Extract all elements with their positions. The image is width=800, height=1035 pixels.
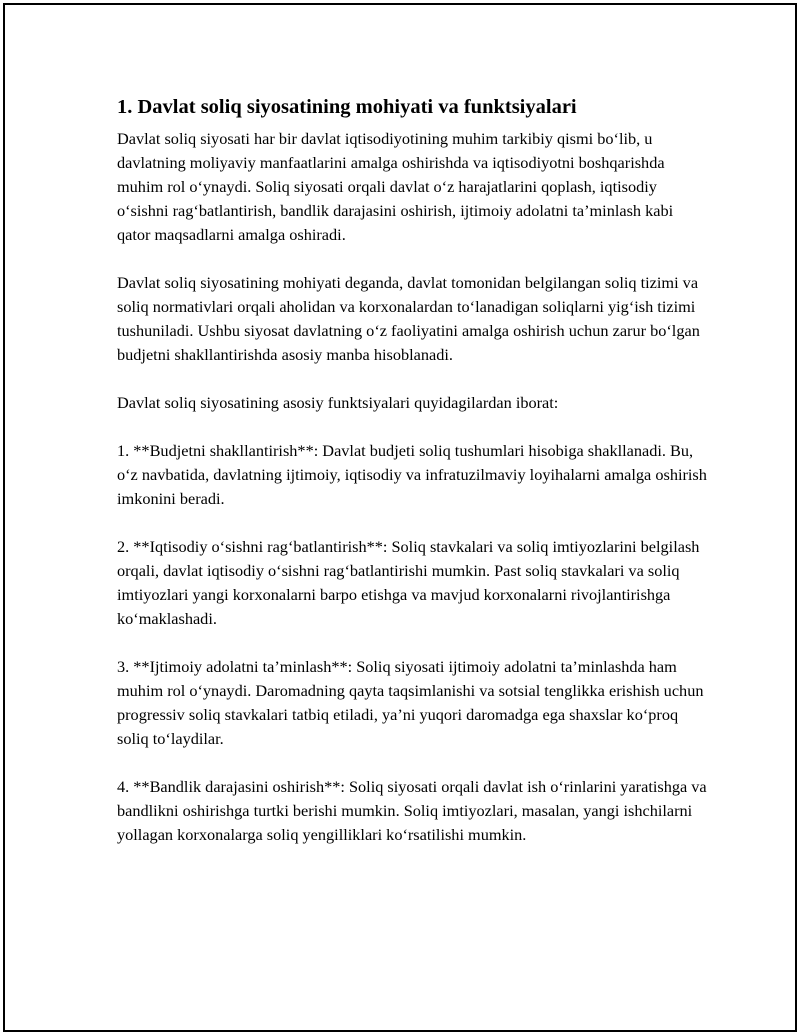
document-title: 1. Davlat soliq siyosatining mohiyati va funktsiyalari: [117, 96, 577, 118]
intro-paragraph: Davlat soliq siyosati har bir davlat iqtisodiyotining muhim tarkibiy qismi bo‘lib, u davlatning moliyaviy manfaatlarini amalga oshirishda va iqtisodiyotni boshqarishda muhim rol o‘ynaydi. Soliq siyosati orqali davlat o‘z harajatlarini qoplash, iqtisodiy o‘sishni rag‘batlantirish, bandlik darajasini oshirish, ijtimoiy adolatni ta’minlash kabi qator maqsadlarni amalga oshiradi.: [117, 129, 674, 244]
function-item-growth: 2. **Iqtisodiy o‘sishni rag‘batlantirish**: Soliq stavkalari va soliq imtiyozlarini belgilash orqali, davlat iqtisodiy o‘sishni rag‘batlantirishi mumkin. Past soliq stavkalari va soliq imtiyozlari yangi korxonalarni barpo etishga va mavjud korxonalarni rivojlantirishga ko‘maklashadi.: [117, 537, 700, 628]
document-body: [117, 93, 707, 871]
function-item-employment: 4. **Bandlik darajasini oshirish**: Soliq siyosati orqali davlat ish o‘rinlarini yaratishga va bandlikni oshirishga turtki berishi mumkin. Soliq imtiyozlari, masalan, yangi ishchilarni yollagan korxonalarga soliq yengilliklari ko‘rsatilishi mumkin.: [117, 777, 707, 844]
function-item-budget: 1. **Budjetni shakllantirish**: Davlat budjeti soliq tushumlari hisobiga shakllanadi. Bu, o‘z navbatida, davlatning ijtimoiy, iqtisodiy va infratuzilmaviy loyihalarni amalga oshirish imkonini beradi.: [117, 441, 707, 508]
functions-intro-paragraph: Davlat soliq siyosatining asosiy funktsiyalari quyidagilardan iborat:: [117, 393, 559, 412]
essence-paragraph: Davlat soliq siyosatining mohiyati deganda, davlat tomonidan belgilangan soliq tizimi va soliq normativlari orqali aholidan va korxonalardan to‘lanadigan soliqlarni yig‘ish tizimi tushuniladi. Ushbu siyosat davlatning o‘z faoliyatini amalga oshirish uchun zarur bo‘lgan budjetni shakllantirishda asosiy manba hisoblanadi.: [117, 273, 700, 364]
function-item-social-justice: 3. **Ijtimoiy adolatni ta’minlash**: Soliq siyosati ijtimoiy adolatni ta’minlashda ham muhim rol o‘ynaydi. Daromadning qayta taqsimlanishi va sotsial tenglikka erishish uchun progressiv soliq stavkalari tatbiq etiladi, ya’ni yuqori daromadga ega shaxslar ko‘proq soliq to‘laydilar.: [117, 657, 704, 748]
